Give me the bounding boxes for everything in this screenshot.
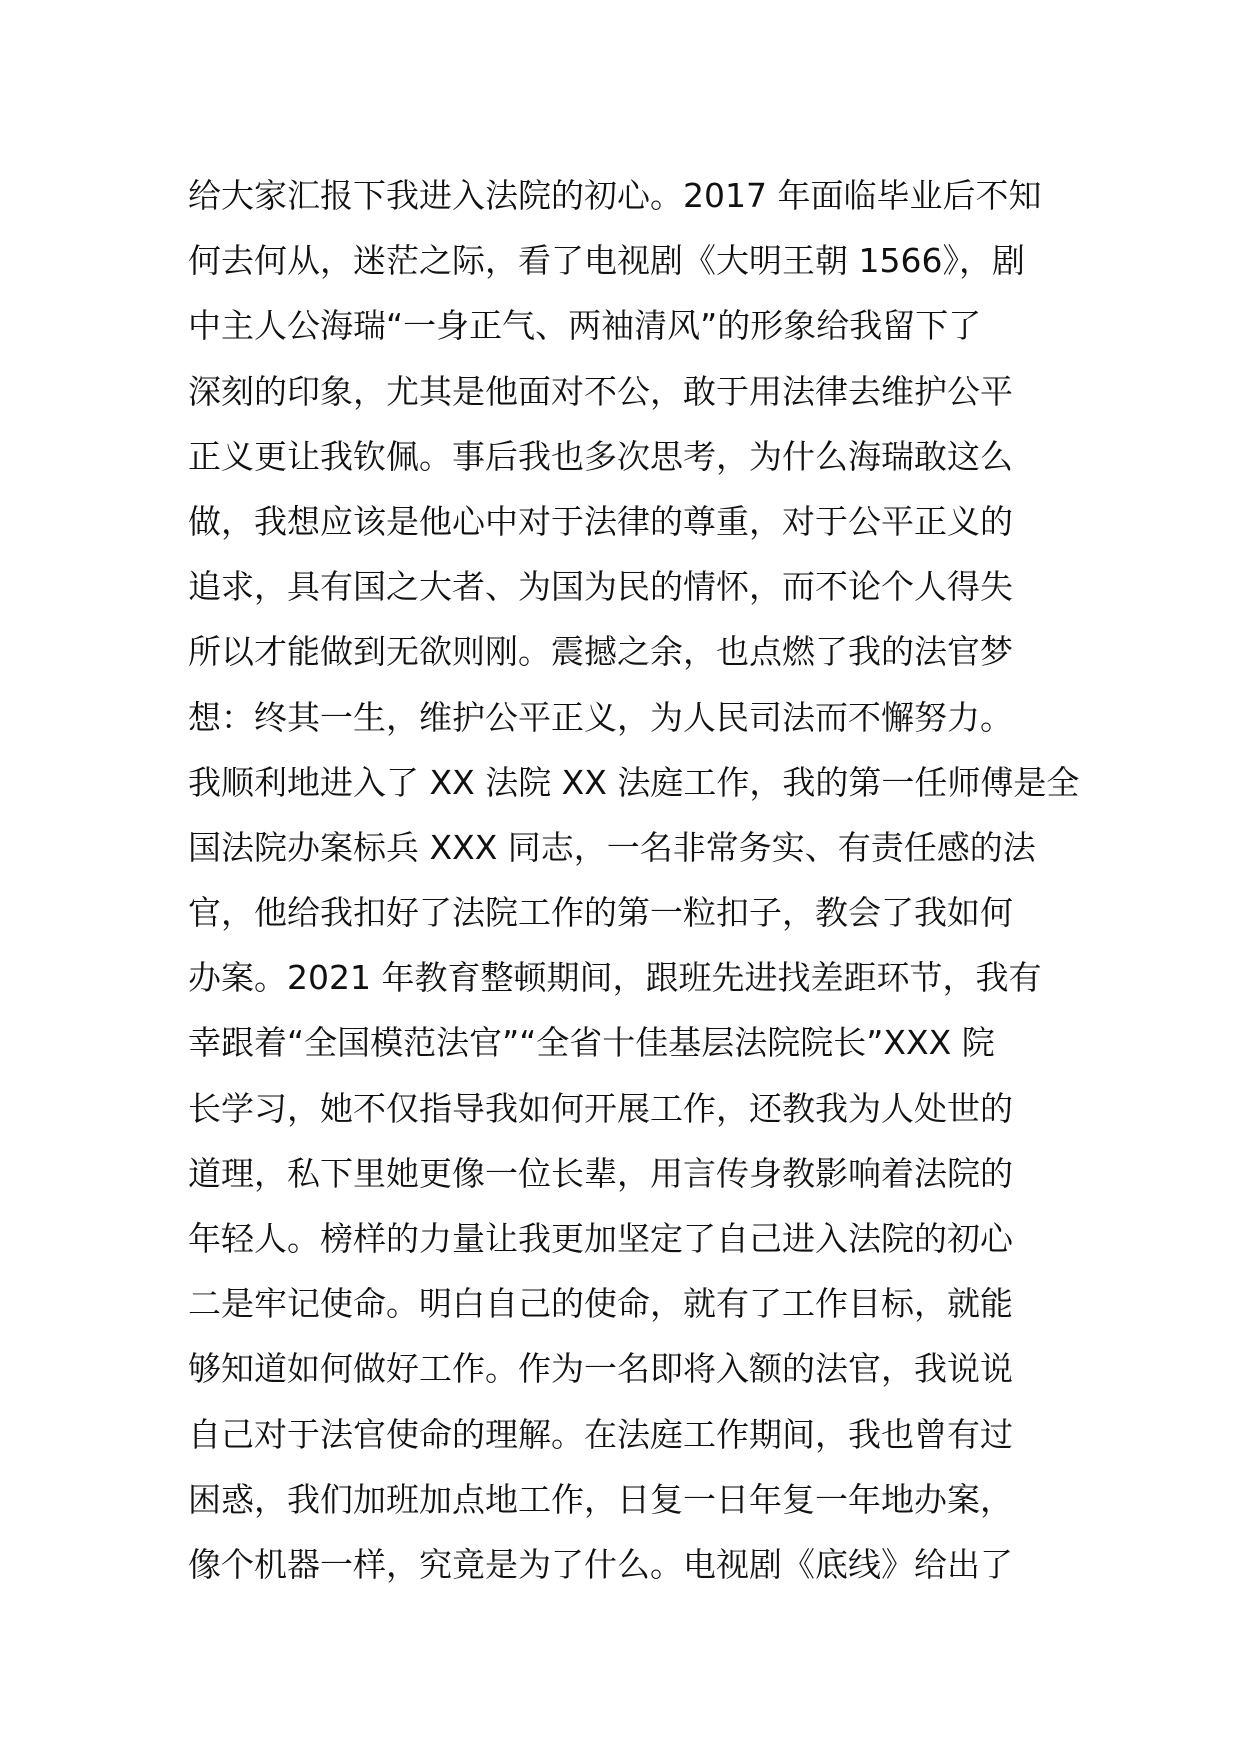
text-line: 二是牢记使命。明白自己的使命，就有了工作目标，就能 [188, 1284, 1013, 1324]
text-line: 我顺利地进入了 XX 法院 XX 法庭工作，我的第一任师傅是全 [188, 762, 1080, 802]
text-line: 何去何从，迷茫之际，看了电视剧《大明王朝 1566》，剧 [188, 241, 1025, 281]
text-line: 困惑，我们加班加点地工作，日复一日年复一年地办案， [188, 1479, 1013, 1519]
text-line: 想：终其一生，维护公平正义，为人民司法而不懈努力。 [188, 697, 1013, 737]
text-line: 追求，具有国之大者、为国为民的情怀，而不论个人得失 [188, 567, 1013, 607]
text-line: 中主人公海瑞“一身正气、两袖清风”的形象给我留下了 [188, 306, 982, 346]
text-line: 深刻的印象，尤其是他面对不公，敢于用法律去维护公平 [188, 371, 1013, 411]
text-line: 国法院办案标兵 XXX 同志，一名非常务实、有责任感的法 [188, 827, 1036, 867]
text-line: 够知道如何做好工作。作为一名即将入额的法官，我说说 [188, 1349, 1013, 1389]
text-line: 正义更让我钦佩。事后我也多次思考，为什么海瑞敢这么 [188, 436, 1013, 476]
text-line: 给大家汇报下我进入法院的初心。2017 年面临毕业后不知 [188, 176, 1042, 215]
text-line: 幸跟着“全国模范法官”“全省十佳基层法院院长”XXX 院 [188, 1023, 995, 1063]
text-line: 像个机器一样，究竟是为了什么。电视剧《底线》给出了 [188, 1544, 1013, 1584]
text-line: 年轻人。榜样的力量让我更加坚定了自己进入法院的初心 [188, 1219, 1013, 1258]
text-line: 长学习，她不仅指导我如何开展工作，还教我为人处世的 [188, 1088, 1013, 1128]
text-line: 所以才能做到无欲则刚。震撼之余，也点燃了我的法官梦 [188, 632, 1013, 672]
text-line: 官，他给我扣好了法院工作的第一粒扣子，教会了我如何 [188, 893, 1013, 933]
text-line: 办案。2021 年教育整顿期间，跟班先进找差距环节，我有 [188, 958, 1042, 998]
text-line: 做，我想应该是他心中对于法律的尊重，对于公平正义的 [188, 501, 1013, 541]
body-text [188, 163, 1080, 1597]
text-line: 自己对于法官使命的理解。在法庭工作期间，我也曾有过 [188, 1414, 1013, 1454]
text-line: 道理，私下里她更像一位长辈，用言传身教影响着法院的 [188, 1153, 1013, 1193]
